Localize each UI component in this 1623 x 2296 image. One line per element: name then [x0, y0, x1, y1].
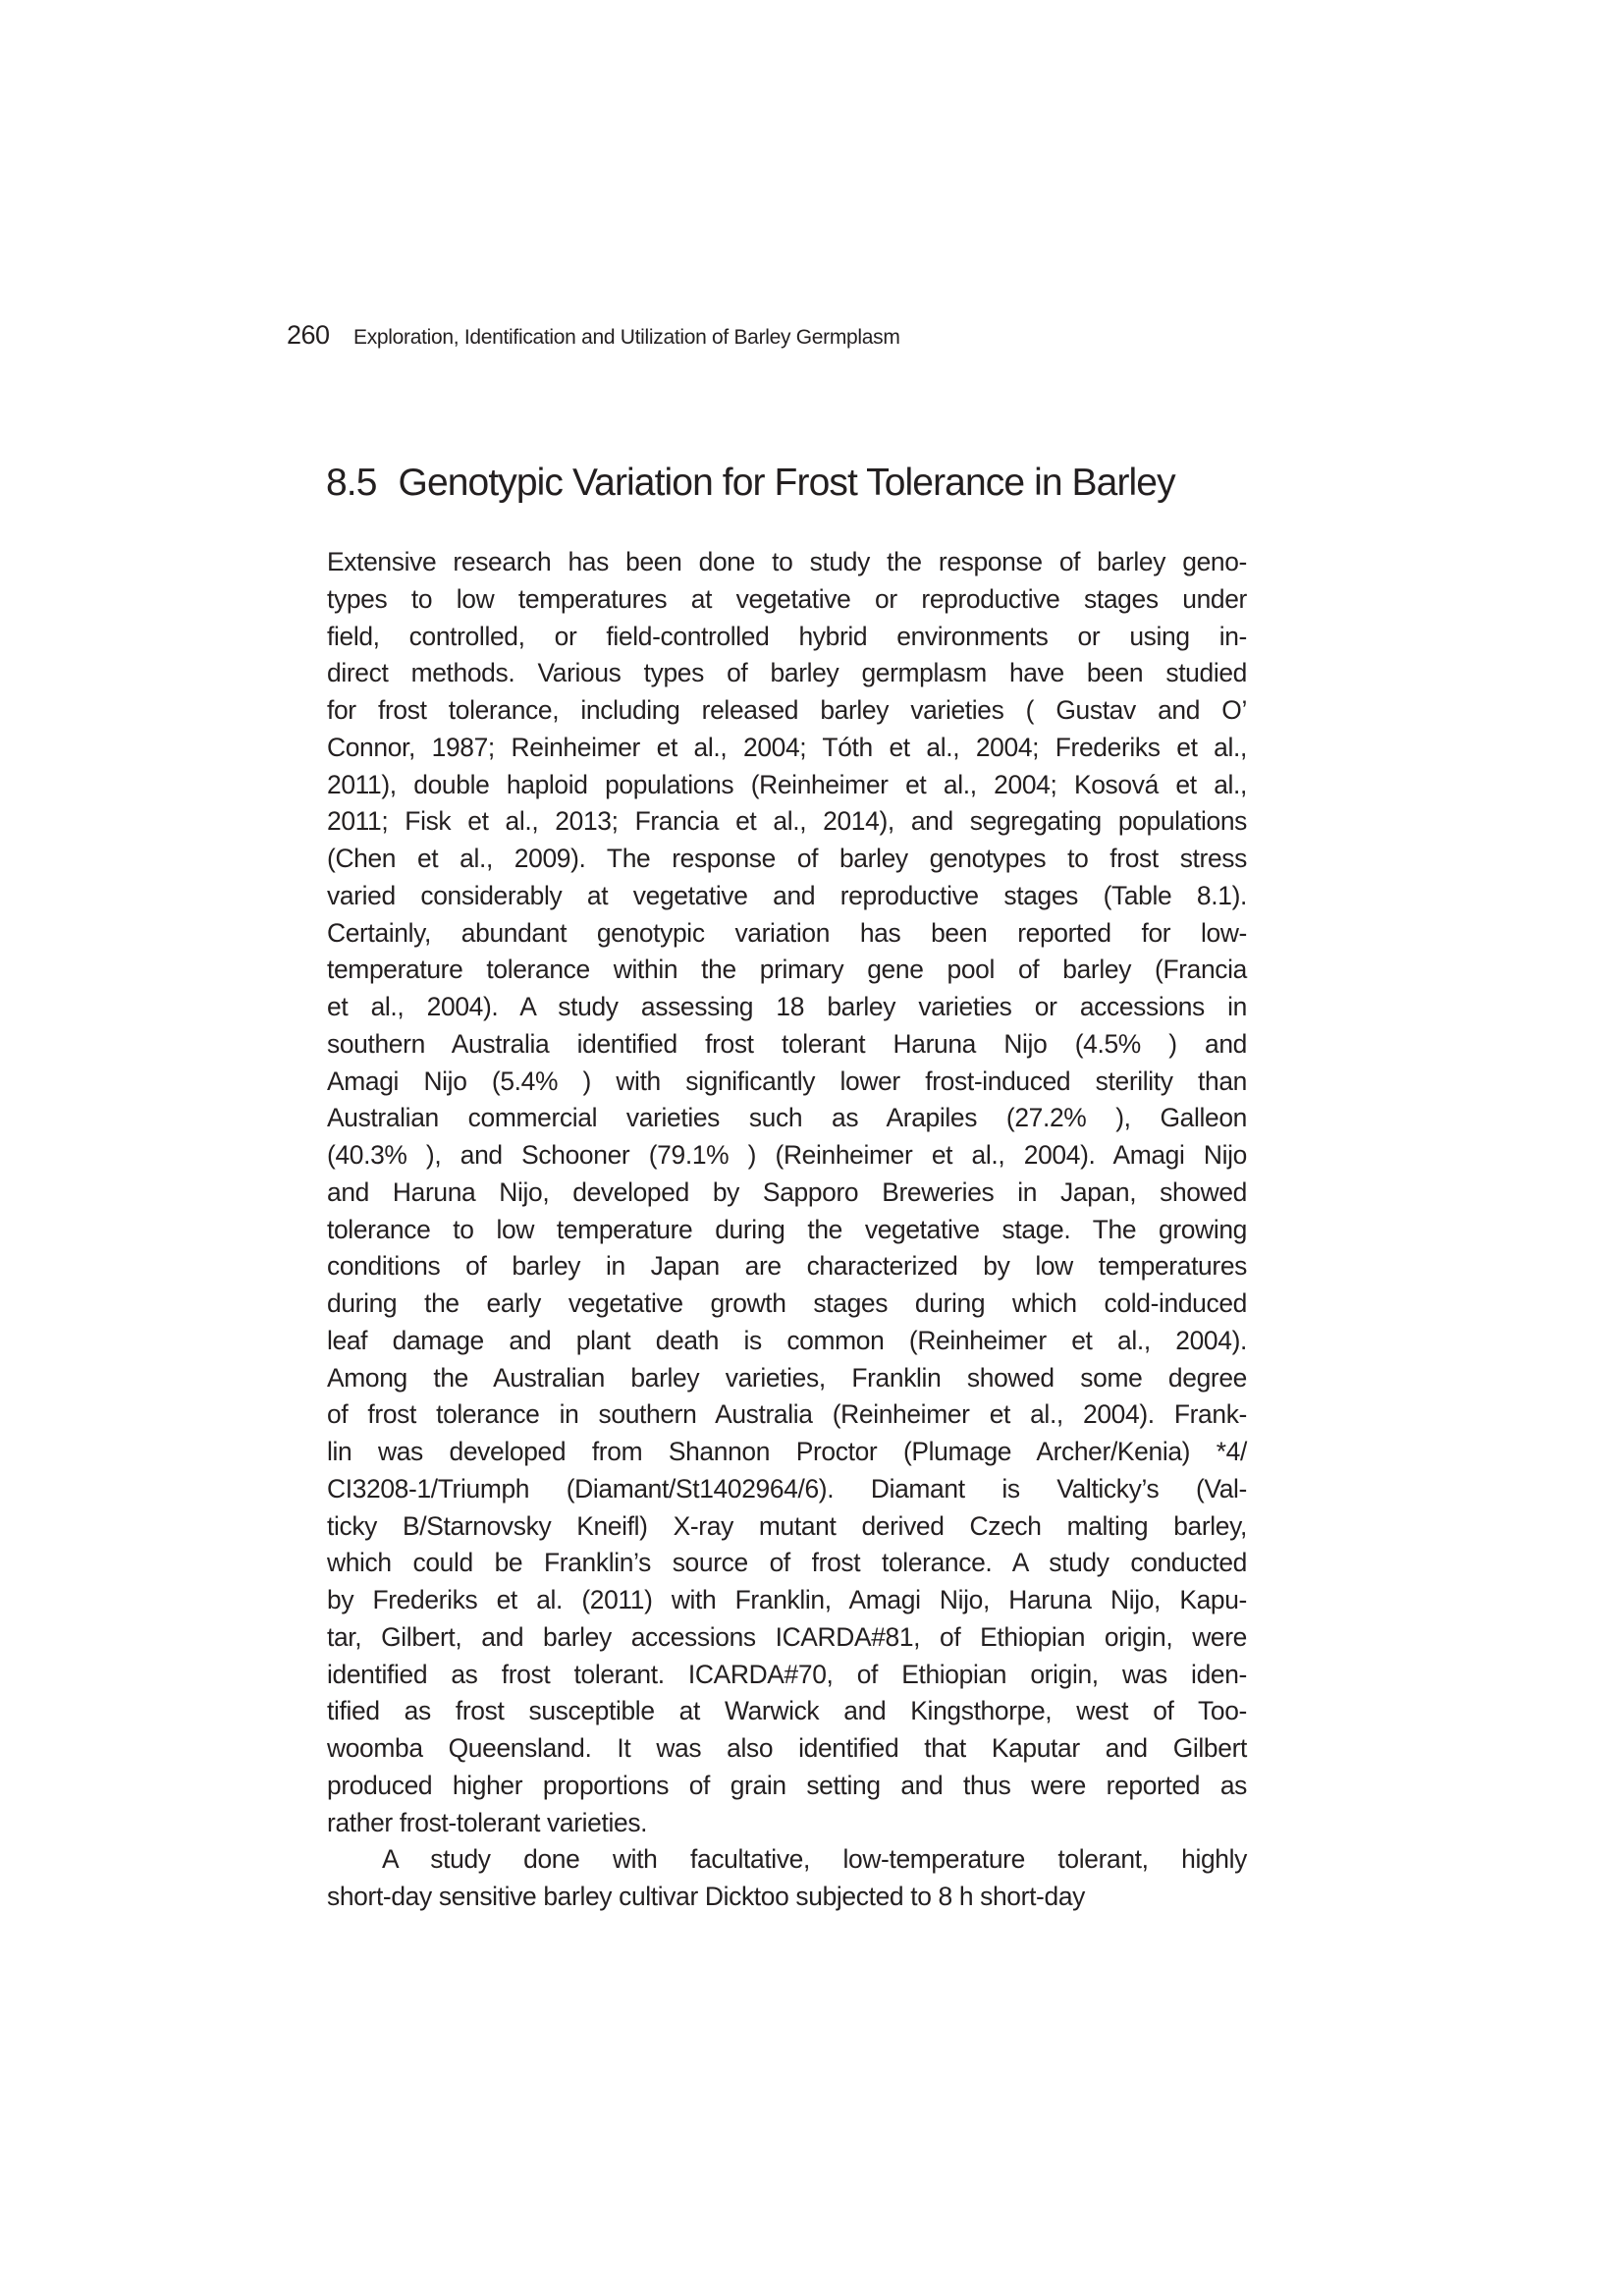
- text-line: A study done with facultative, low-temperature tolerant, highly: [382, 1844, 1247, 1875]
- text-line: Connor, 1987; Reinheimer et al., 2004; Tóth et al., 2004; Frederiks et al.,: [327, 732, 1247, 762]
- section-heading: [326, 462, 1269, 505]
- text-line: during the early vegetative growth stages during which cold-induced: [327, 1288, 1247, 1318]
- text-line: of frost tolerance in southern Australia (Reinheimer et al., 2004). Frank-: [327, 1399, 1247, 1430]
- section-number: 8.5: [326, 462, 377, 504]
- text-line: tar, Gilbert, and barley accessions ICARDA#81, of Ethiopian origin, were: [327, 1621, 1247, 1652]
- section-title: Genotypic Variation for Frost Tolerance in Barley: [398, 462, 1175, 504]
- text-line: Amagi Nijo (5.4% ) with significantly lower frost-induced sterility than: [327, 1066, 1247, 1096]
- text-line: and Haruna Nijo, developed by Sapporo Breweries in Japan, showed: [327, 1176, 1247, 1207]
- text-line: Certainly, abundant genotypic variation has been reported for low-: [327, 917, 1247, 948]
- text-line: varied considerably at vegetative and reproductive stages (Table 8.1).: [327, 880, 1247, 910]
- text-line: Australian commercial varieties such as Arapiles (27.2% ), Galleon: [327, 1103, 1247, 1133]
- text-line: et al., 2004). A study assessing 18 barley varieties or accessions in: [327, 992, 1247, 1021]
- text-line: leaf damage and plant death is common (Reinheimer et al., 2004).: [327, 1325, 1247, 1355]
- text-line: (Chen et al., 2009). The response of barley genotypes to frost stress: [327, 844, 1247, 873]
- text-line: tified as frost susceptible at Warwick and Kingsthorpe, west of Too-: [327, 1696, 1247, 1726]
- text-line: produced higher proportions of grain setting and thus were reported as: [327, 1770, 1247, 1800]
- text-line: temperature tolerance within the primary gene pool of barley (Francia: [327, 955, 1247, 985]
- text-line: southern Australia identified frost tolerant Haruna Nijo (4.5% ) and: [327, 1028, 1247, 1059]
- running-title: Exploration, Identification and Utilization of Barley Germplasm: [353, 326, 900, 349]
- body-text: [327, 544, 1247, 1916]
- text-line: types to low temperatures at vegetative or reproductive stages under: [327, 583, 1247, 614]
- text-line: lin was developed from Shannon Proctor (Plumage Archer/Kenia) *4/: [327, 1437, 1247, 1466]
- text-line: conditions of barley in Japan are characterized by low temperatures: [327, 1251, 1247, 1282]
- text-line: ticky B/Starnovsky Kneifl) X-ray mutant derived Czech malting barley,: [327, 1510, 1247, 1541]
- text-line: short-day sensitive barley cultivar Dicktoo subjected to 8 h short-day: [327, 1882, 1085, 1911]
- text-line: identified as frost tolerant. ICARDA#70, of Ethiopian origin, was iden-: [327, 1659, 1247, 1689]
- text-line: for frost tolerance, including released barley varieties ( Gustav and O’: [327, 695, 1247, 725]
- text-line: woomba Queensland. It was also identified that Kaputar and Gilbert: [327, 1733, 1247, 1763]
- text-line: (40.3% ), and Schooner (79.1% ) (Reinheimer et al., 2004). Amagi Nijo: [327, 1140, 1247, 1170]
- running-head: [287, 320, 900, 351]
- text-line: Extensive research has been done to study the response of barley geno-: [327, 547, 1247, 576]
- paragraph-2: [327, 1841, 1247, 1916]
- text-line: field, controlled, or field-controlled hybrid environments or using in-: [327, 621, 1247, 651]
- text-line: CI3208-1/Triumph (Diamant/St1402964/6). Diamant is Valticky’s (Val-: [327, 1473, 1247, 1503]
- text-line: 2011), double haploid populations (Reinheimer et al., 2004; Kosová et al.,: [327, 769, 1247, 799]
- text-line: tolerance to low temperature during the vegetative stage. The growing: [327, 1214, 1247, 1244]
- text-line: which could be Franklin’s source of frost tolerance. A study conducted: [327, 1548, 1247, 1578]
- paragraph-1: [327, 544, 1247, 1841]
- text-line: direct methods. Various types of barley germplasm have been studied: [327, 658, 1247, 688]
- text-line: rather frost-tolerant varieties.: [327, 1807, 648, 1837]
- text-line: 2011; Fisk et al., 2013; Francia et al., 2014), and segregating populations: [327, 806, 1247, 837]
- page-number: 260: [287, 320, 330, 350]
- text-line: Among the Australian barley varieties, Franklin showed some degree: [327, 1362, 1247, 1393]
- text-line: by Frederiks et al. (2011) with Franklin, Amagi Nijo, Haruna Nijo, Kapu-: [327, 1585, 1247, 1614]
